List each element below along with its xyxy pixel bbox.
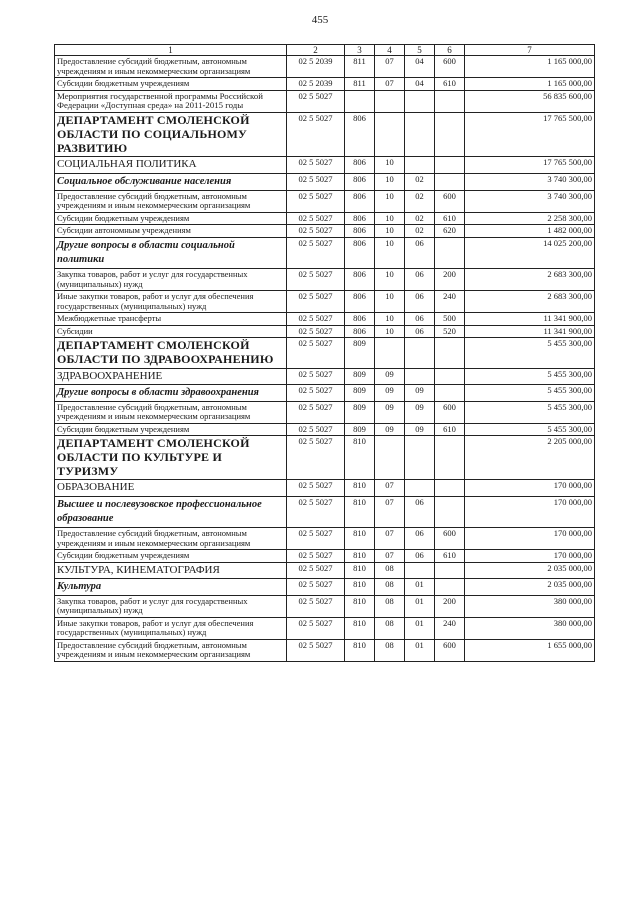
row-subsection [405,338,435,368]
row-expense-type: 500 [435,313,465,326]
row-subsection: 04 [405,56,435,78]
row-ved: 806 [345,212,375,225]
page-number: 455 [311,14,329,26]
row-subsection: 06 [405,269,435,291]
row-name: Предоставление субсидий бюджетным, автономным учреждениям и иным некоммерческим организациям [55,639,287,661]
row-expense-type [435,436,465,480]
table-row [55,325,595,338]
row-target-code: 02 5 5027 [287,384,345,401]
row-amount: 380 000,00 [465,617,595,639]
row-ved: 809 [345,401,375,423]
row-amount: 17 765 500,00 [465,113,595,157]
row-expense-type [435,90,465,113]
row-amount: 3 740 300,00 [465,190,595,212]
row-name: Предоставление субсидий бюджетным, автономным учреждениям и иным некоммерческим организациям [55,527,287,549]
row-name: Другие вопросы в области социальной политики [55,237,287,268]
table-row [55,617,595,639]
row-subsection: 02 [405,225,435,238]
table-row [55,423,595,436]
header-cell-pr: 5 [405,45,435,56]
row-section [375,338,405,368]
table-row [55,480,595,496]
row-name: Высшее и послевузовское профессиональное образование [55,496,287,527]
row-name: ДЕПАРТАМЕНТ СМОЛЕНСКОЙ ОБЛАСТИ ПО СОЦИАЛЬНОМУ РАЗВИТИЮ [55,113,287,157]
table-row [55,212,595,225]
table-row [55,190,595,212]
row-subsection [405,436,435,480]
row-amount: 170 000,00 [465,496,595,527]
row-name: Предоставление субсидий бюджетным, автономным учреждениям и иным некоммерческим организациям [55,56,287,78]
row-expense-type [435,157,465,173]
row-expense-type: 610 [435,550,465,563]
row-target-code: 02 5 5027 [287,325,345,338]
row-target-code: 02 5 5027 [287,527,345,549]
row-expense-type: 610 [435,212,465,225]
row-amount: 2 258 300,00 [465,212,595,225]
row-expense-type [435,173,465,190]
row-subsection: 06 [405,237,435,268]
row-target-code: 02 5 5027 [287,562,345,578]
header-cell-ved: 3 [345,45,375,56]
row-ved: 811 [345,56,375,78]
row-subsection: 06 [405,325,435,338]
row-amount: 56 835 600,00 [465,90,595,113]
table-row [55,401,595,423]
row-section: 07 [375,56,405,78]
row-subsection [405,368,435,384]
row-section: 07 [375,78,405,91]
table-row [55,639,595,661]
row-expense-type [435,480,465,496]
row-name: Субсидии [55,325,287,338]
table-row [55,90,595,113]
row-ved: 810 [345,496,375,527]
row-target-code: 02 5 5027 [287,595,345,617]
row-section: 08 [375,617,405,639]
row-section: 09 [375,423,405,436]
row-expense-type [435,338,465,368]
row-name: Предоставление субсидий бюджетным, автономным учреждениям и иным некоммерческим организациям [55,401,287,423]
row-expense-type: 600 [435,190,465,212]
row-subsection: 09 [405,384,435,401]
header-cell-amount: 7 [465,45,595,56]
row-amount: 5 455 300,00 [465,401,595,423]
row-name: Социальное обслуживание населения [55,173,287,190]
row-amount: 170 000,00 [465,527,595,549]
row-ved: 809 [345,338,375,368]
row-expense-type [435,562,465,578]
row-target-code: 02 5 2039 [287,78,345,91]
row-section: 09 [375,368,405,384]
row-section: 10 [375,325,405,338]
row-target-code: 02 5 5027 [287,436,345,480]
table-row [55,225,595,238]
table-row [55,338,595,368]
row-section [375,90,405,113]
row-amount: 17 765 500,00 [465,157,595,173]
row-expense-type: 620 [435,225,465,238]
row-ved: 806 [345,113,375,157]
row-expense-type: 200 [435,269,465,291]
row-subsection: 06 [405,550,435,563]
row-name: Иные закупки товаров, работ и услуг для обеспечения государственных (муниципальных) нужд [55,617,287,639]
row-ved: 810 [345,550,375,563]
row-expense-type: 600 [435,527,465,549]
row-target-code: 02 5 5027 [287,190,345,212]
row-name: Другие вопросы в области здравоохранения [55,384,287,401]
row-target-code: 02 5 5027 [287,313,345,326]
row-subsection [405,480,435,496]
row-expense-type: 610 [435,423,465,436]
row-ved: 806 [345,190,375,212]
row-subsection: 09 [405,423,435,436]
row-subsection: 01 [405,595,435,617]
table-row [55,562,595,578]
row-section: 08 [375,595,405,617]
row-name: Межбюджетные трансферты [55,313,287,326]
row-expense-type: 600 [435,639,465,661]
row-section: 10 [375,313,405,326]
table-row [55,496,595,527]
row-amount: 2 205 000,00 [465,436,595,480]
row-subsection: 01 [405,578,435,595]
row-amount: 5 455 300,00 [465,368,595,384]
row-name: СОЦИАЛЬНАЯ ПОЛИТИКА [55,157,287,173]
row-section: 10 [375,157,405,173]
row-amount: 2 683 300,00 [465,269,595,291]
row-target-code: 02 5 5027 [287,480,345,496]
row-target-code: 02 5 5027 [287,401,345,423]
row-name: Иные закупки товаров, работ и услуг для обеспечения государственных (муниципальных) нужд [55,291,287,313]
row-section: 07 [375,527,405,549]
row-section: 07 [375,480,405,496]
header-cell-name: 1 [55,45,287,56]
row-section: 10 [375,173,405,190]
row-expense-type: 200 [435,595,465,617]
row-ved: 806 [345,291,375,313]
row-subsection: 02 [405,173,435,190]
row-subsection: 04 [405,78,435,91]
row-ved: 806 [345,313,375,326]
table-row [55,436,595,480]
row-section: 10 [375,225,405,238]
row-name: Закупка товаров, работ и услуг для государственных (муниципальных) нужд [55,595,287,617]
row-section [375,436,405,480]
row-subsection [405,90,435,113]
row-subsection [405,157,435,173]
row-amount: 380 000,00 [465,595,595,617]
row-target-code: 02 5 5027 [287,550,345,563]
row-target-code: 02 5 5027 [287,157,345,173]
row-target-code: 02 5 5027 [287,237,345,268]
row-name: Мероприятия государственной программы Российской Федерации «Доступная среда» на 2011-2015 годы [55,90,287,113]
row-ved: 806 [345,157,375,173]
row-subsection: 06 [405,313,435,326]
row-amount: 1 165 000,00 [465,78,595,91]
row-target-code: 02 5 5027 [287,113,345,157]
table-row [55,291,595,313]
row-ved: 810 [345,595,375,617]
row-name: ДЕПАРТАМЕНТ СМОЛЕНСКОЙ ОБЛАСТИ ПО ЗДРАВООХРАНЕНИЮ [55,338,287,368]
row-amount: 1 655 000,00 [465,639,595,661]
table-header-row [55,45,595,56]
row-ved: 810 [345,436,375,480]
row-ved: 806 [345,325,375,338]
row-section: 10 [375,269,405,291]
row-target-code: 02 5 5027 [287,225,345,238]
row-subsection: 01 [405,617,435,639]
row-expense-type [435,578,465,595]
row-expense-type: 240 [435,291,465,313]
row-amount: 14 025 200,00 [465,237,595,268]
row-expense-type: 600 [435,56,465,78]
row-subsection: 06 [405,496,435,527]
row-ved: 810 [345,617,375,639]
row-section: 08 [375,578,405,595]
row-target-code: 02 5 5027 [287,291,345,313]
row-ved: 809 [345,384,375,401]
row-name: ДЕПАРТАМЕНТ СМОЛЕНСКОЙ ОБЛАСТИ ПО КУЛЬТУРЕ И ТУРИЗМУ [55,436,287,480]
header-cell-vr: 6 [435,45,465,56]
row-amount: 1 482 000,00 [465,225,595,238]
row-target-code: 02 5 5027 [287,90,345,113]
row-subsection: 06 [405,291,435,313]
table-row [55,269,595,291]
row-ved: 806 [345,269,375,291]
table-row [55,113,595,157]
table-row [55,313,595,326]
row-subsection: 01 [405,639,435,661]
table-row [55,527,595,549]
row-name: Культура [55,578,287,595]
row-name: Субсидии бюджетным учреждениям [55,212,287,225]
row-amount: 5 455 300,00 [465,423,595,436]
row-section: 08 [375,639,405,661]
row-expense-type [435,496,465,527]
row-expense-type: 520 [435,325,465,338]
row-amount: 170 000,00 [465,550,595,563]
row-ved: 810 [345,527,375,549]
row-target-code: 02 5 5027 [287,338,345,368]
row-expense-type [435,237,465,268]
row-subsection: 06 [405,527,435,549]
row-amount: 170 000,00 [465,480,595,496]
row-ved: 809 [345,368,375,384]
row-amount: 3 740 300,00 [465,173,595,190]
table-row [55,368,595,384]
row-target-code: 02 5 2039 [287,56,345,78]
row-section: 07 [375,496,405,527]
row-amount: 2 035 000,00 [465,562,595,578]
row-ved [345,90,375,113]
row-amount: 5 455 300,00 [465,338,595,368]
row-expense-type: 600 [435,401,465,423]
row-ved: 809 [345,423,375,436]
row-section: 07 [375,550,405,563]
row-subsection [405,562,435,578]
row-subsection [405,113,435,157]
row-target-code: 02 5 5027 [287,368,345,384]
table-row [55,56,595,78]
row-amount: 5 455 300,00 [465,384,595,401]
row-name: Субсидии бюджетным учреждениям [55,550,287,563]
row-name: ЗДРАВООХРАНЕНИЕ [55,368,287,384]
row-section: 10 [375,190,405,212]
row-target-code: 02 5 5027 [287,173,345,190]
row-subsection: 02 [405,212,435,225]
row-subsection: 09 [405,401,435,423]
table-row [55,157,595,173]
row-name: Предоставление субсидий бюджетным, автономным учреждениям и иным некоммерческим организациям [55,190,287,212]
row-name: Субсидии бюджетным учреждениям [55,423,287,436]
table-row [55,78,595,91]
header-cell-code: 2 [287,45,345,56]
row-amount: 1 165 000,00 [465,56,595,78]
row-expense-type: 240 [435,617,465,639]
row-ved: 810 [345,562,375,578]
row-target-code: 02 5 5027 [287,639,345,661]
row-ved: 806 [345,225,375,238]
row-amount: 2 683 300,00 [465,291,595,313]
row-ved: 810 [345,480,375,496]
table-row [55,173,595,190]
table-row [55,384,595,401]
row-ved: 811 [345,78,375,91]
row-name: КУЛЬТУРА, КИНЕМАТОГРАФИЯ [55,562,287,578]
row-expense-type [435,384,465,401]
row-name: Субсидии автономным учреждениям [55,225,287,238]
row-amount: 2 035 000,00 [465,578,595,595]
row-section: 10 [375,212,405,225]
row-ved: 806 [345,237,375,268]
row-ved: 810 [345,578,375,595]
row-section: 10 [375,291,405,313]
row-expense-type [435,368,465,384]
row-section: 09 [375,401,405,423]
row-subsection: 02 [405,190,435,212]
row-ved: 810 [345,639,375,661]
table-row [55,237,595,268]
row-name: Субсидии бюджетным учреждениям [55,78,287,91]
row-target-code: 02 5 5027 [287,269,345,291]
table-row [55,595,595,617]
row-target-code: 02 5 5027 [287,496,345,527]
row-name: ОБРАЗОВАНИЕ [55,480,287,496]
row-amount: 11 341 900,00 [465,325,595,338]
budget-table [54,44,595,662]
row-section: 08 [375,562,405,578]
row-amount: 11 341 900,00 [465,313,595,326]
row-expense-type: 610 [435,78,465,91]
table-row [55,578,595,595]
row-section [375,113,405,157]
row-name: Закупка товаров, работ и услуг для государственных (муниципальных) нужд [55,269,287,291]
row-ved: 806 [345,173,375,190]
row-expense-type [435,113,465,157]
row-section: 09 [375,384,405,401]
row-section: 10 [375,237,405,268]
row-target-code: 02 5 5027 [287,423,345,436]
row-target-code: 02 5 5027 [287,212,345,225]
table-row [55,550,595,563]
row-target-code: 02 5 5027 [287,578,345,595]
header-cell-rz: 4 [375,45,405,56]
row-target-code: 02 5 5027 [287,617,345,639]
